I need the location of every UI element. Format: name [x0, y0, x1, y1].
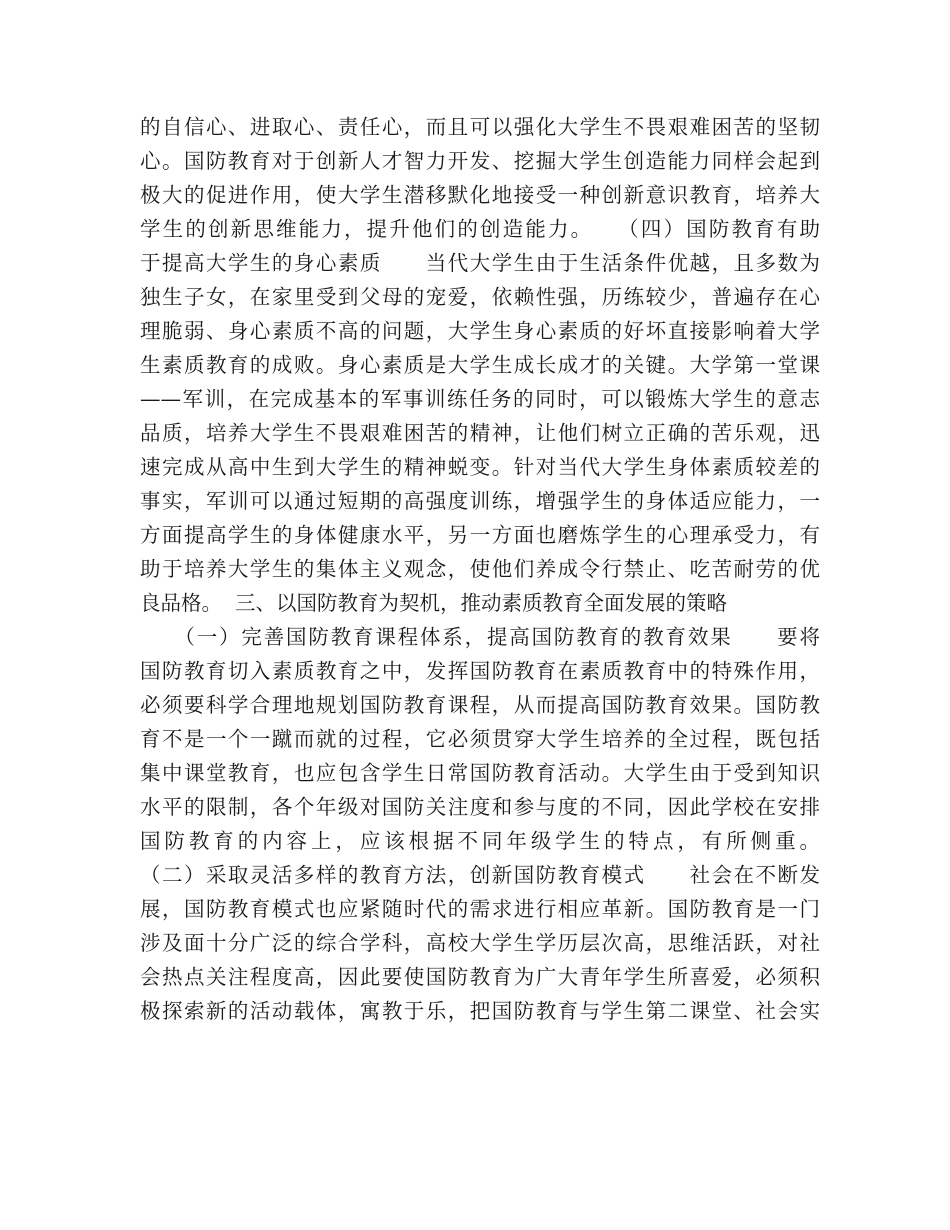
- text-line: 水平的限制，各个年级对国防关注度和参与度的不同，因此学校在安排: [140, 795, 820, 819]
- text-line: 涉及面十分广泛的综合学科，高校大学生学历层次高，思维活跃，对社: [140, 931, 820, 955]
- subsection-heading-line: （一）完善国防教育课程体系，提高国防教育的教育效果 要将: [140, 625, 820, 649]
- text-line: 生素质教育的成败。身心素质是大学生成长成才的关键。大学第一堂课: [140, 353, 820, 377]
- text-line: ——军训，在完成基本的军事训练任务的同时，可以锻炼大学生的意志: [140, 387, 820, 411]
- text-line: 必须要科学合理地规划国防教育课程，从而提高国防教育效果。国防教: [140, 693, 820, 717]
- text-line: 速完成从高中生到大学生的精神蜕变。针对当代大学生身体素质较差的: [140, 455, 820, 479]
- text-line: 会热点关注程度高，因此要使国防教育为广大青年学生所喜爱，必须积: [140, 965, 820, 989]
- text-line: 展，国防教育模式也应紧随时代的需求进行相应革新。国防教育是一门: [140, 897, 820, 921]
- text-line: 品质，培养大学生不畏艰难困苦的精神，让他们树立正确的苦乐观，迅: [140, 421, 820, 445]
- text-line: 国防教育切入素质教育之中，发挥国防教育在素质教育中的特殊作用，: [140, 659, 820, 683]
- text-line: 学生的创新思维能力，提升他们的创造能力。 （四）国防教育有助: [140, 217, 820, 241]
- text-line: 于提高大学生的身心素质 当代大学生由于生活条件优越，且多数为: [140, 251, 820, 275]
- subsection-heading-line: （二）采取灵活多样的教育方法，创新国防教育模式 社会在不断发: [140, 863, 820, 887]
- text-line: 心。国防教育对于创新人才智力开发、挖掘大学生创造能力同样会起到: [140, 149, 820, 173]
- text-line: 助于培养大学生的集体主义观念，使他们养成令行禁止、吃苦耐劳的优: [140, 557, 820, 581]
- text-line: 极探索新的活动载体，寓教于乐，把国防教育与学生第二课堂、社会实: [140, 999, 820, 1023]
- text-line: 的自信心、进取心、责任心，而且可以强化大学生不畏艰难困苦的坚韧: [140, 115, 820, 139]
- text-line: 独生子女，在家里受到父母的宠爱，依赖性强，历练较少，普遍存在心: [140, 285, 820, 309]
- text-line: 育不是一个一蹴而就的过程，它必须贯穿大学生培养的全过程，既包括: [140, 727, 820, 751]
- section-heading-line: 良品格。 三、以国防教育为契机，推动素质教育全面发展的策略: [140, 591, 728, 615]
- text-line: 国防教育的内容上，应该根据不同年级学生的特点，有所侧重。: [140, 829, 820, 853]
- text-line: 极大的促进作用，使大学生潜移默化地接受一种创新意识教育，培养大: [140, 183, 820, 207]
- text-line: 集中课堂教育，也应包含学生日常国防教育活动。大学生由于受到知识: [140, 761, 820, 785]
- body-text: [140, 110, 820, 1028]
- text-line: 方面提高学生的身体健康水平，另一方面也磨炼学生的心理承受力，有: [140, 523, 820, 547]
- text-line: 理脆弱、身心素质不高的问题，大学生身心素质的好坏直接影响着大学: [140, 319, 820, 343]
- text-line: 事实，军训可以通过短期的高强度训练，增强学生的身体适应能力，一: [140, 489, 820, 513]
